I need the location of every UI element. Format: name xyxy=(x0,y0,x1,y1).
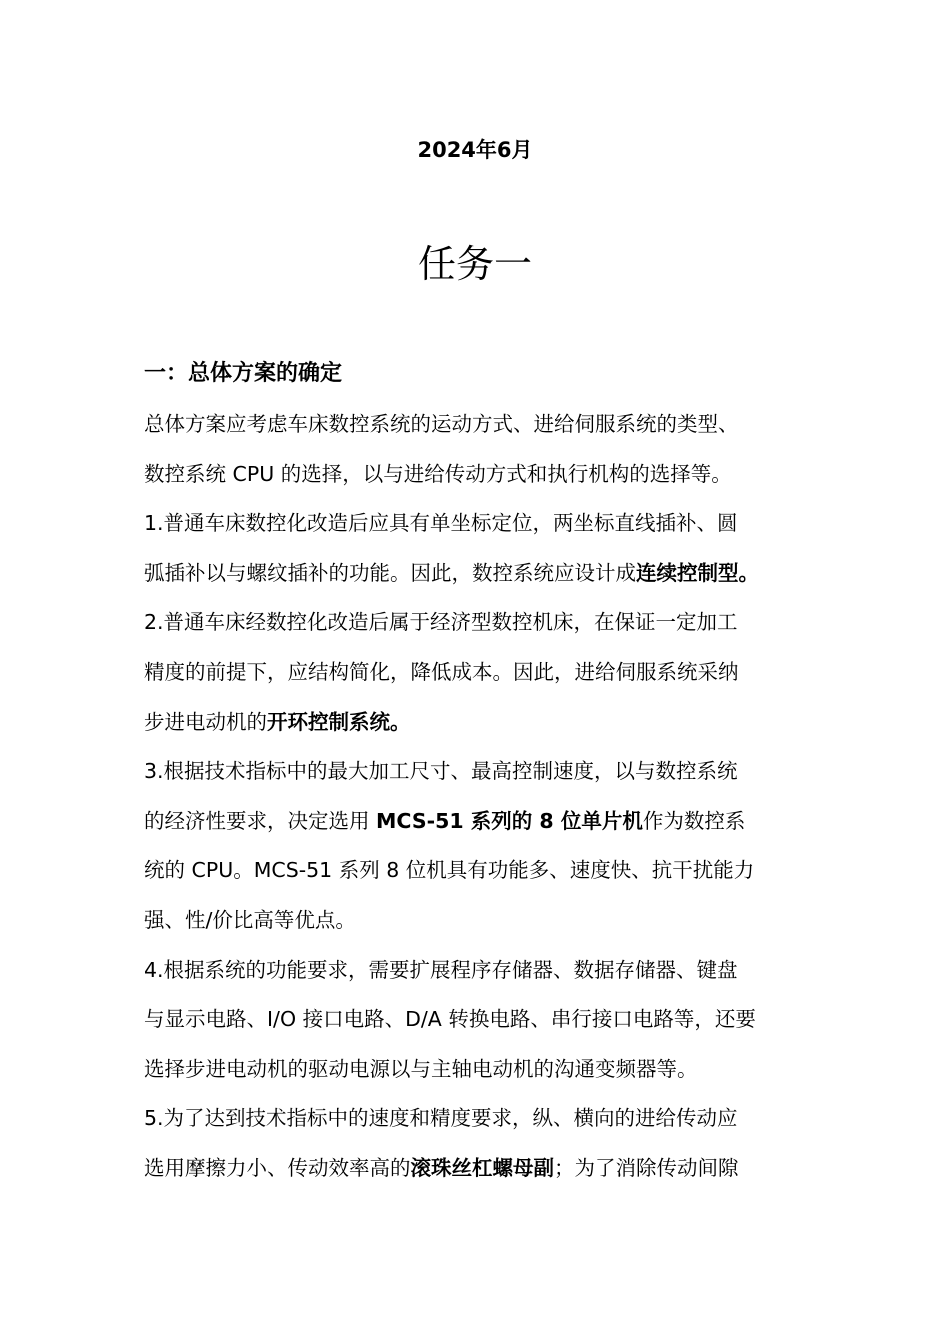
paragraph-line: 强、性/价比高等优点。 xyxy=(144,907,356,932)
paragraph-line: 精度的前提下，应结构简化，降低成本。因此，进给伺服系统采纳 xyxy=(144,659,739,684)
paragraph-line: 选用摩擦力小、传动效率高的滚珠丝杠螺母副；为了消除传动间隙 xyxy=(144,1155,739,1180)
paragraph-line: 弧插补以与螺纹插补的功能。因此，数控系统应设计成连续控制型。 xyxy=(144,560,759,585)
document-title: 任务一 xyxy=(417,242,532,286)
paragraph-line: 5.为了达到技术指标中的速度和精度要求，纵、横向的进给传动应 xyxy=(144,1106,738,1131)
paragraph-line: 3.根据技术指标中的最大加工尺寸、最高控制速度，以与数控系统 xyxy=(144,759,738,784)
emphasis-text: 开环控制系统。 xyxy=(267,709,411,734)
section-body xyxy=(144,400,824,1194)
paragraph-line: 与显示电路、I/O 接口电路、D/A 转换电路、串行接口电路等，还要 xyxy=(144,1007,756,1032)
paragraph-line: 选择步进电动机的驱动电源以与主轴电动机的沟通变频器等。 xyxy=(144,1056,698,1081)
emphasis-text: 滚珠丝杠螺母副 xyxy=(410,1155,554,1180)
paragraph-line: 步进电动机的开环控制系统。 xyxy=(144,709,411,734)
paragraph-line: 4.根据系统的功能要求，需要扩展程序存储器、数据存储器、键盘 xyxy=(144,957,738,982)
emphasis-text: MCS-51 系列的 8 位单片机 xyxy=(376,808,643,833)
paragraph-line: 2.普通车床经数控化改造后属于经济型数控机床，在保证一定加工 xyxy=(144,610,738,635)
emphasis-text: 连续控制型。 xyxy=(636,560,759,585)
paragraph-line: 的经济性要求，决定选用 MCS-51 系列的 8 位单片机作为数控系 xyxy=(144,808,746,833)
paragraph-line: 统的 CPU。MCS-51 系列 8 位机具有功能多、速度快、抗干扰能力 xyxy=(144,858,755,883)
paragraph-line: 1.普通车床数控化改造后应具有单坐标定位，两坐标直线插补、圆 xyxy=(144,511,738,536)
section-heading: 一：总体方案的确定 xyxy=(144,361,343,386)
paragraph-line: 数控系统 CPU 的选择，以与进给传动方式和执行机构的选择等。 xyxy=(144,461,732,486)
document-date: 2024年6月 xyxy=(417,138,533,162)
paragraph-line: 总体方案应考虑车床数控系统的运动方式、进给伺服系统的类型、 xyxy=(144,412,739,436)
